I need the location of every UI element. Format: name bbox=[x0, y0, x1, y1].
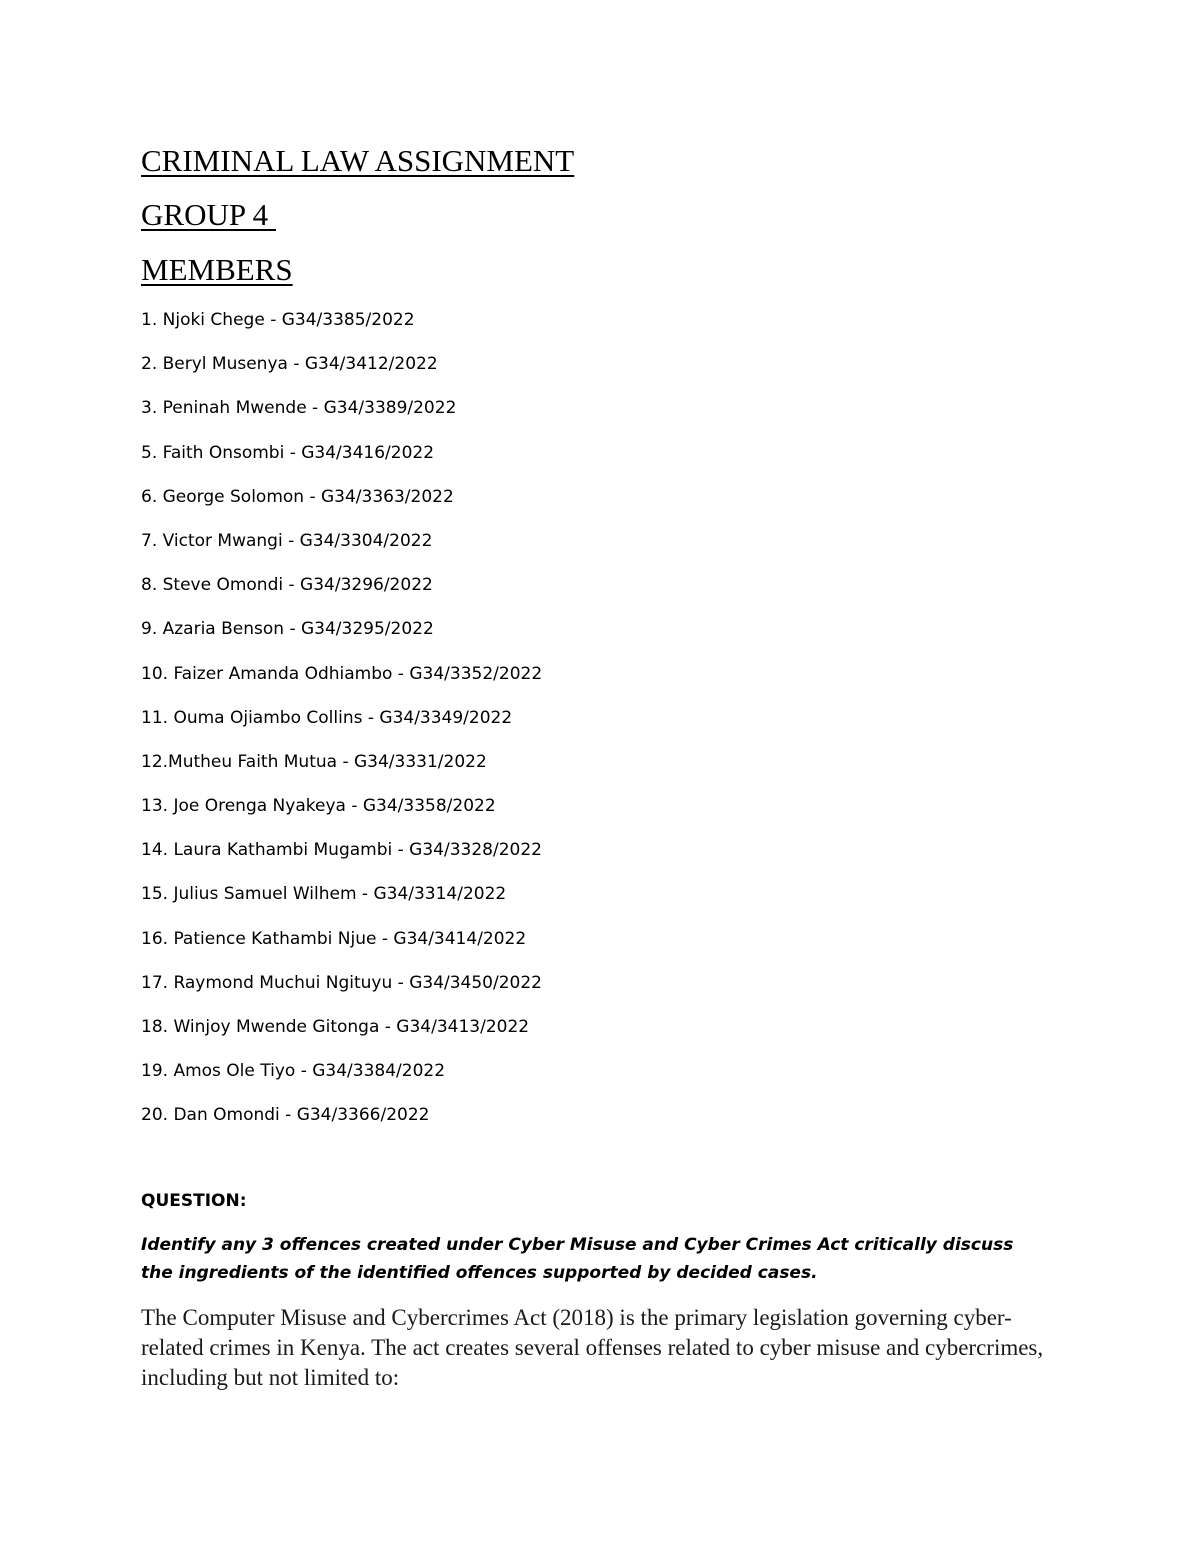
intro-paragraph: The Computer Misuse and Cybercrimes Act (2018) is the primary legislation governing cyber-related crimes in Kenya. The act creates several offenses related to cyber misuse and cybercrimes, including but not limited to: bbox=[141, 1305, 1044, 1390]
members-heading: MEMBERS bbox=[141, 252, 293, 287]
member-item: 9. Azaria Benson - G34/3295/2022 bbox=[141, 619, 434, 640]
member-item: 5. Faith Onsombi - G34/3416/2022 bbox=[141, 442, 435, 463]
member-item: 20. Dan Omondi - G34/3366/2022 bbox=[141, 1105, 430, 1126]
member-item: 7. Victor Mwangi - G34/3304/2022 bbox=[141, 530, 433, 551]
document-title: CRIMINAL LAW ASSIGNMENT bbox=[141, 143, 575, 178]
member-item: 19. Amos Ole Tiyo - G34/3384/2022 bbox=[141, 1061, 446, 1082]
member-item: 10. Faizer Amanda Odhiambo - G34/3352/2022 bbox=[141, 663, 543, 684]
question-label: QUESTION: bbox=[141, 1191, 247, 1211]
member-item: 2. Beryl Musenya - G34/3412/2022 bbox=[141, 354, 438, 375]
member-item: 14. Laura Kathambi Mugambi - G34/3328/2022 bbox=[141, 840, 542, 861]
member-item: 3. Peninah Mwende - G34/3389/2022 bbox=[141, 398, 457, 419]
members-list bbox=[141, 306, 542, 1146]
member-item: 12.Mutheu Faith Mutua - G34/3331/2022 bbox=[141, 751, 487, 772]
member-item: 11. Ouma Ojiambo Collins - G34/3349/2022 bbox=[141, 707, 513, 728]
member-item: 13. Joe Orenga Nyakeya - G34/3358/2022 bbox=[141, 796, 496, 817]
member-item: 16. Patience Kathambi Njue - G34/3414/2022 bbox=[141, 928, 527, 949]
member-item: 1. Njoki Chege - G34/3385/2022 bbox=[141, 310, 415, 330]
group-heading: GROUP 4 bbox=[141, 197, 276, 232]
member-item: 8. Steve Omondi - G34/3296/2022 bbox=[141, 575, 433, 596]
member-item: 6. George Solomon - G34/3363/2022 bbox=[141, 486, 454, 507]
member-item: 18. Winjoy Mwende Gitonga - G34/3413/2022 bbox=[141, 1017, 530, 1037]
member-item: 17. Raymond Muchui Ngituyu - G34/3450/2022 bbox=[141, 972, 542, 993]
member-item: 15. Julius Samuel Wilhem - G34/3314/2022 bbox=[141, 884, 507, 905]
question-text: Identify any 3 offences created under Cyber Misuse and Cyber Crimes Act critically discuss the ingredients of the identified offences supported by decided cases. bbox=[141, 1235, 1014, 1283]
